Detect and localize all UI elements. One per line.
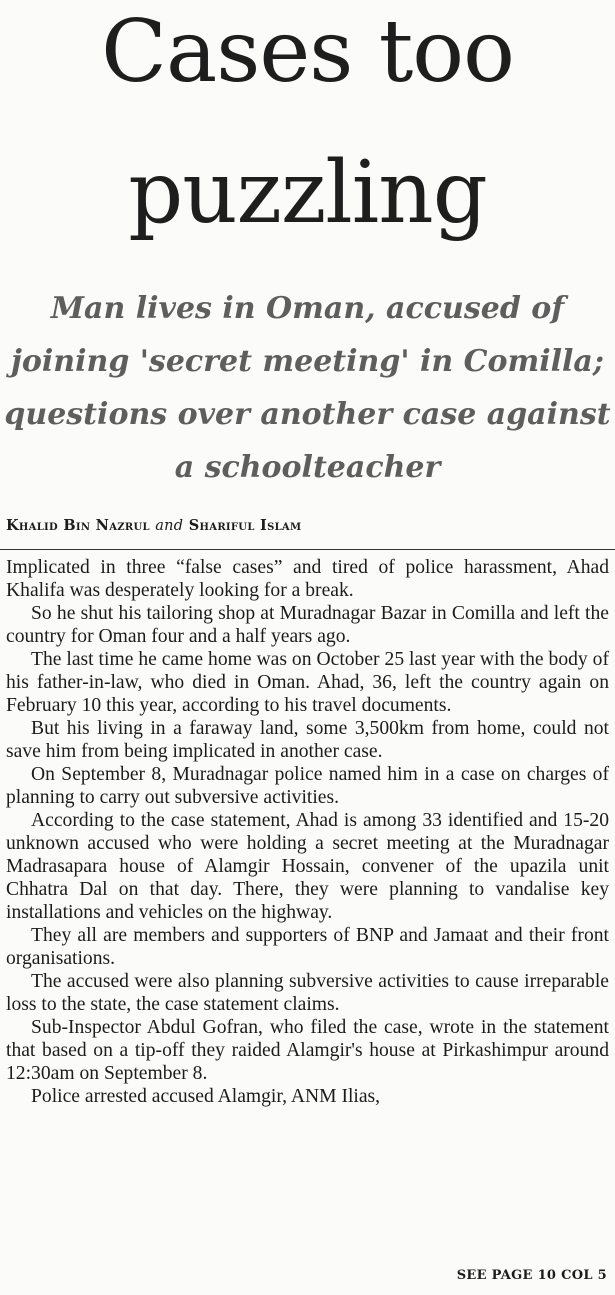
headline-line-1: Cases too: [101, 2, 514, 102]
article-paragraph: Sub-Inspector Abdul Gofran, who filed the case, wrote in the statement that based on a tip-off they raided Alamgir's house at Pirkashimpur around 12:30am on September 8.: [6, 1017, 609, 1084]
byline-conjunction: and: [155, 518, 184, 534]
article-paragraph: The last time he came home was on October 25 last year with the body of his father-in-law, who died in Oman. Ahad, 36, left the country again on February 10 this year, according to his travel documents.: [6, 649, 609, 716]
article-paragraph: So he shut his tailoring shop at Muradnagar Bazar in Comilla and left the country for Oman four and a half years ago.: [6, 603, 609, 647]
article-paragraph: On September 8, Muradnagar police named him in a case on charges of planning to carry out subversive activities.: [6, 764, 609, 808]
byline: [6, 511, 606, 541]
article-paragraph: Implicated in three “false cases” and tired of police harassment, Ahad Khalifa was desperately looking for a break.: [6, 557, 609, 601]
article-paragraph: They all are members and supporters of BNP and Jamaat and their front organisations.: [6, 925, 609, 969]
article-paragraph: According to the case statement, Ahad is among 33 identified and 15-20 unknown accused who were holding a secret meeting at the Muradnagar Madrasapara house of Alamgir Hossain, convener of the upazila unit Chhatra Dal on that day. There, they were planning to vandalise key installations and vehicles on the highway.: [6, 810, 609, 923]
byline-author-2: Shariful Islam: [188, 517, 302, 534]
article-paragraph: The accused were also planning subversive activities to cause irreparable loss to the state, the case statement claims.: [6, 971, 609, 1015]
article-paragraph: But his living in a faraway land, some 3,500km from home, could not save him from being implicated in another case.: [6, 718, 609, 762]
headline-line-2: puzzling: [128, 143, 487, 243]
byline-author-1: Khalid Bin Nazrul: [6, 517, 150, 534]
article-body: [6, 556, 609, 1108]
article-paragraph: Police arrested accused Alamgir, ANM Ilias,: [31, 1086, 381, 1107]
byline-divider: [0, 549, 615, 550]
subheadline: Man lives in Oman, accused of joining 'secret meeting' in Comilla; questions over another case against a schoolteacher: [4, 291, 611, 485]
continued-on-page-note: SEE PAGE 10 COL 5: [456, 1268, 607, 1283]
